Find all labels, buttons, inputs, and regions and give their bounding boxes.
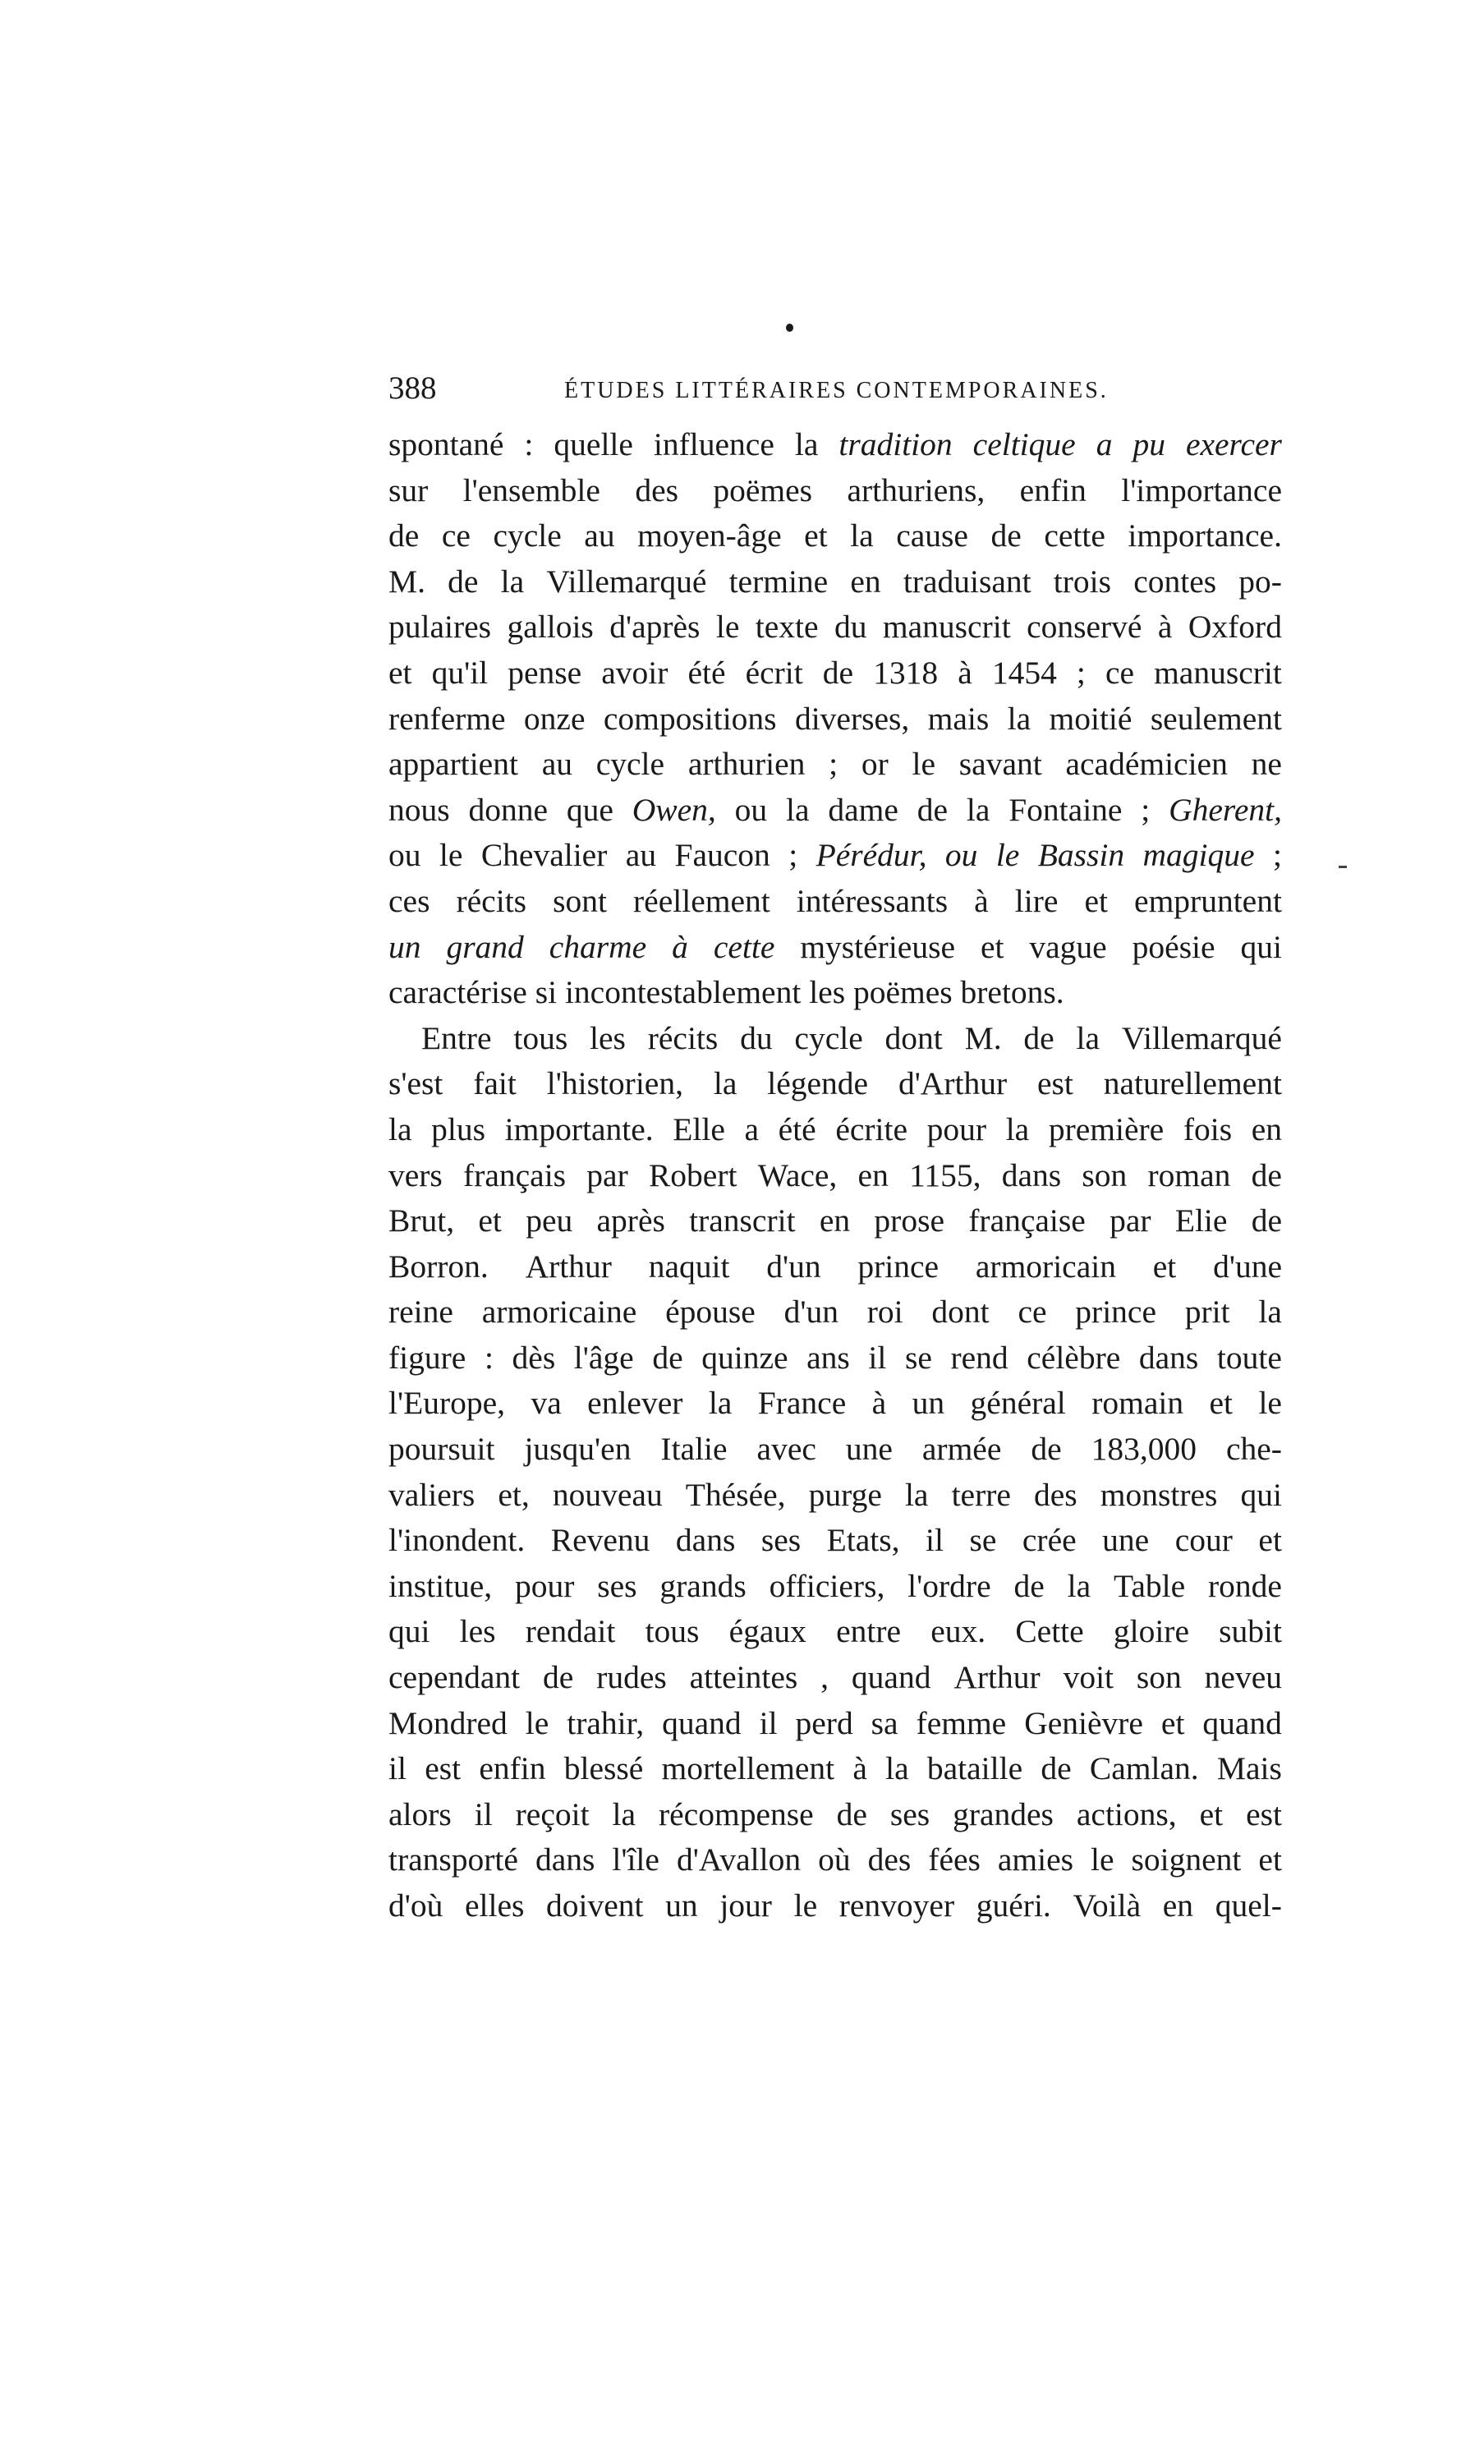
page-number: 388 <box>388 370 437 406</box>
text-line: poursuit jusqu'en Italie avec une armée de 183,000 che- <box>388 1431 1282 1468</box>
text-line: valiers et, nouveau Thésée, purge la terre des monstres qui <box>388 1476 1282 1513</box>
text-line: qui les rendait tous égaux entre eux. Cette gloire subit <box>388 1613 1282 1650</box>
text-line: ou le Chevalier au Faucon ; Pérédur, ou le Bassin magique ; <box>388 837 1282 874</box>
text-line: Brut, et peu après transcrit en prose française par Elie de <box>388 1202 1282 1239</box>
text-line: l'inondent. Revenu dans ses Etats, il se crée une cour et <box>388 1522 1282 1559</box>
text-line: s'est fait l'historien, la légende d'Arthur est naturellement <box>388 1065 1282 1102</box>
text-line: pulaires gallois d'après le texte du manuscrit conservé à Oxford <box>388 609 1282 646</box>
text-line: sur l'ensemble des poëmes arthuriens, enfin l'importance <box>388 471 1282 508</box>
text-line: appartient au cycle arthurien ; or le savant académicien ne <box>388 746 1282 783</box>
text-line: caractérise si incontestablement les poëmes bretons. <box>388 974 1064 1011</box>
margin-dash-mark <box>1339 866 1347 868</box>
text-line: Borron. Arthur naquit d'un prince armoricain et d'une <box>388 1248 1282 1285</box>
text-line: de ce cycle au moyen-âge et la cause de cette importance. <box>388 517 1282 554</box>
text-line: nous donne que Owen, ou la dame de la Fontaine ; Gherent, <box>388 791 1282 828</box>
running-title: ÉTUDES LITTÉRAIRES CONTEMPORAINES. <box>564 378 1109 403</box>
text-line: l'Europe, va enlever la France à un général romain et le <box>388 1385 1282 1422</box>
text-line: spontané : quelle influence la tradition celtique a pu exercer <box>388 426 1282 462</box>
text-line: M. de la Villemarqué termine en traduisant trois contes po- <box>388 563 1282 600</box>
text-line: Mondred le trahir, quand il perd sa femme Genièvre et quand <box>388 1704 1282 1741</box>
text-line: d'où elles doivent un jour le renvoyer guéri. Voilà en quel- <box>388 1887 1282 1924</box>
text-line: un grand charme à cette mystérieuse et vague poésie qui <box>388 928 1282 965</box>
text-line: la plus importante. Elle a été écrite pour la première fois en <box>388 1110 1282 1147</box>
text-line: cependant de rudes atteintes , quand Arthur voit son neveu <box>388 1659 1282 1696</box>
text-line: reine armoricaine épouse d'un roi dont ce prince prit la <box>388 1294 1282 1331</box>
text-line: ces récits sont réellement intéressants à lire et empruntent <box>388 882 1282 919</box>
text-line: vers français par Robert Wace, en 1155, dans son roman de <box>388 1156 1282 1193</box>
page-header <box>388 368 1280 409</box>
text-line: transporté dans l'île d'Avallon où des fées amies le soignent et <box>388 1841 1282 1878</box>
ink-dot-mark <box>786 324 793 332</box>
text-line: alors il reçoit la récompense de ses grandes actions, et est <box>388 1795 1282 1832</box>
paragraph-first-line: Entre tous les récits du cycle dont M. de la Villemarqué <box>421 1019 1282 1056</box>
text-line: et qu'il pense avoir été écrit de 1318 à 1454 ; ce manuscrit <box>388 654 1282 691</box>
text-line: institue, pour ses grands officiers, l'ordre de la Table ronde <box>388 1567 1282 1604</box>
text-line: il est enfin blessé mortellement à la bataille de Camlan. Mais <box>388 1750 1282 1787</box>
text-line: figure : dès l'âge de quinze ans il se rend célèbre dans toute <box>388 1339 1282 1376</box>
text-line: renferme onze compositions diverses, mais la moitié seulement <box>388 700 1282 737</box>
body-text <box>388 422 1282 1929</box>
